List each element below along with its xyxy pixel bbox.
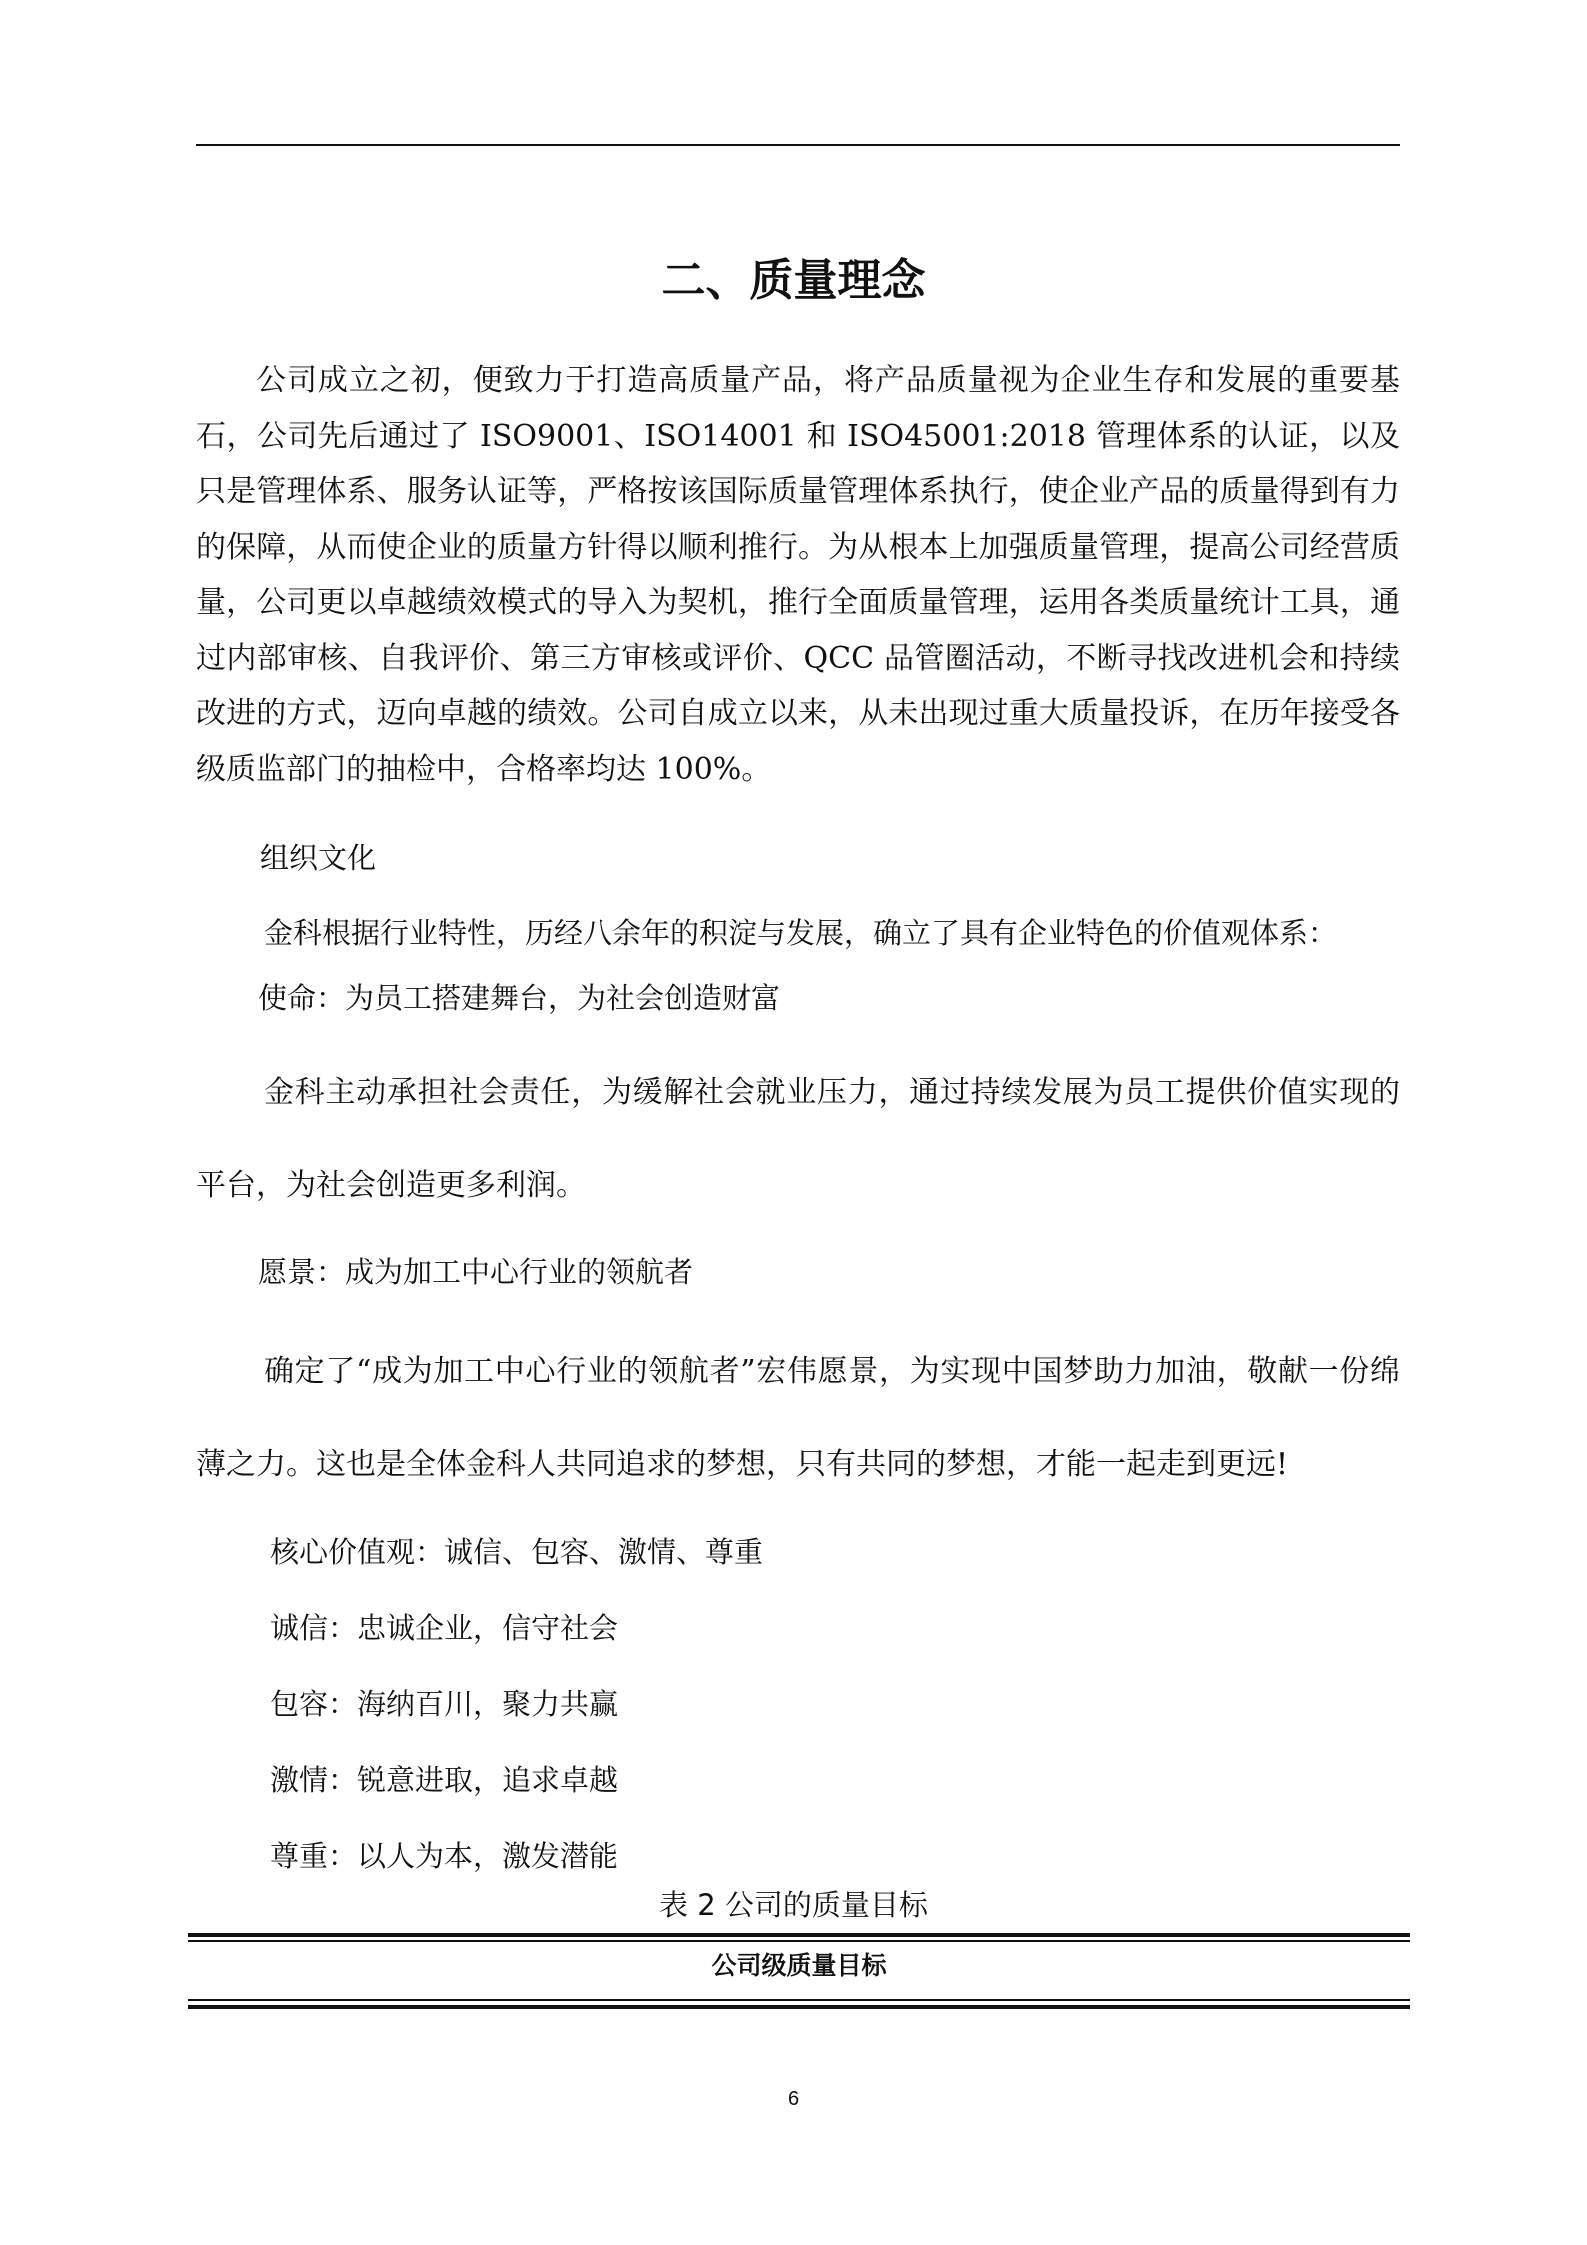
mission-line: 使命：为员工搭建舞台，为社会创造财富 [258, 981, 781, 1015]
quality-paragraph: 公司成立之初，便致力于打造高质量产品，将产品质量视为企业生存和发展的重要基石，公司先后通过了 ISO9001、ISO14001 和 ISO45001:2018 管理体系的认证，以及只是管理体系、服务认证等，严格按该国际质量管理体系执行，使企业产品的质量得到有力的保障，从而使企业的质量方针得以顺利推行。为从根本上加强质量管理，提高公司经营质量，公司更以卓越绩效模式的导入为契机，推行全面质量管理，运用各类质量统计工具，通过内部审核、自我评价、第三方审核或评价、QCC 品管圈活动，不断寻找改进机会和持续改进的方式，迈向卓越的绩效。公司自成立以来，从未出现过重大质量投诉，在历年接受各级质监部门的抽检中，合格率均达 100%。 [196, 363, 1400, 787]
culture-heading: 组织文化 [260, 841, 377, 875]
core-values-heading: 核心价值观：诚信、包容、激情、尊重 [270, 1535, 764, 1569]
table-top-rule [188, 1933, 1410, 1937]
table-top-rule-inner [188, 1940, 1410, 1942]
table-header-cell: 公司级质量目标 [711, 1951, 887, 1980]
page-number: 6 [787, 2088, 800, 2110]
mission-paragraph: 金科主动承担社会责任，为缓解社会就业压力，通过持续发展为员工提供价值实现的平台，为社会创造更多利润。 [196, 1075, 1400, 1203]
vision-line: 愿景：成为加工中心行业的领航者 [258, 1255, 694, 1289]
table-header-rule-thick [188, 2005, 1410, 2009]
value-item-respect: 尊重：以人为本，激发潜能 [270, 1839, 619, 1873]
culture-intro: 金科根据行业特性，历经八余年的积淀与发展，确立了具有企业特色的价值观体系： [264, 916, 1338, 950]
table-header-rule [188, 1999, 1410, 2001]
header-rule [196, 144, 1400, 146]
value-item-passion: 激情：锐意进取，追求卓越 [270, 1763, 619, 1797]
value-item-inclusiveness: 包容：海纳百川，聚力共赢 [270, 1687, 619, 1721]
vision-paragraph: 确定了“成为加工中心行业的领航者”宏伟愿景，为实现中国梦助力加油，敬献一份绵薄之力。这也是全体金科人共同追求的梦想，只有共同的梦想，才能一起走到更远! [196, 1354, 1400, 1482]
table-caption: 表 2 公司的质量目标 [659, 1888, 928, 1922]
value-item-integrity: 诚信：忠诚企业，信守社会 [270, 1611, 619, 1645]
section-title: 二、质量理念 [661, 255, 926, 307]
